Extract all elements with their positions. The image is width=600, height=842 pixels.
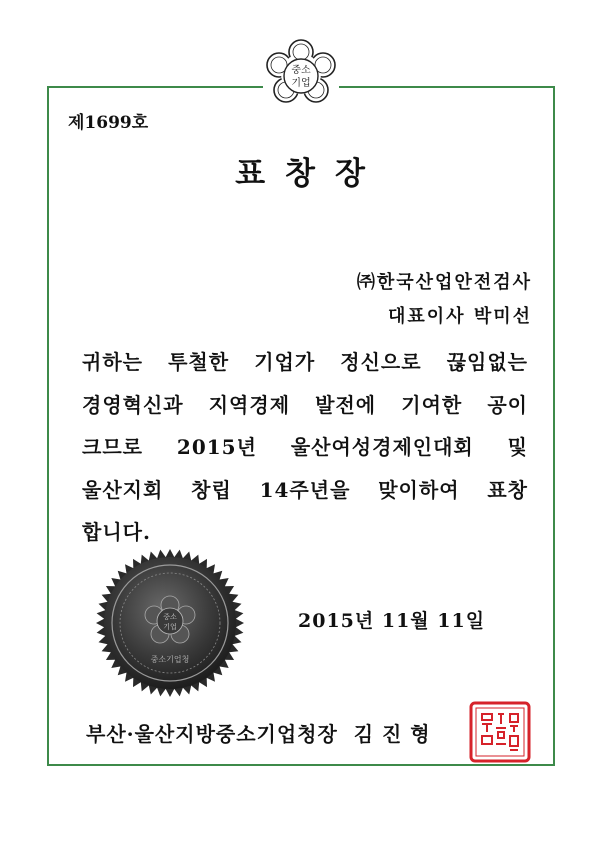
emblem-text-top: 중소 xyxy=(291,65,311,76)
agency-emblem-icon xyxy=(263,38,339,114)
citation-line: 울산지회 창립 14주년을 맞이하여 표창 xyxy=(82,477,528,502)
certificate-number: 제1699호 xyxy=(68,113,149,133)
citation-body xyxy=(82,341,528,554)
certificate-title: 표창장 xyxy=(235,156,385,192)
issuer-name: 부산·울산지방중소기업청장 김 진 형 xyxy=(86,722,431,746)
seal-text-top: 중소 xyxy=(163,613,177,621)
seal-text-bottom: 기업 xyxy=(163,623,177,631)
citation-line: 크므로 2015년 울산여성경제인대회 및 xyxy=(82,435,528,459)
recipient-person: 대표이사 박미선 xyxy=(388,306,532,327)
citation-line: 귀하는 투철한 기업가 정신으로 끊임없는 xyxy=(82,350,528,374)
emblem-text-bottom: 기업 xyxy=(291,78,311,89)
citation-line: 경영혁신과 지역경제 발전에 기여한 공이 xyxy=(82,392,528,417)
citation-line: 합니다. xyxy=(82,520,151,544)
seal-caption: 중소기업청 xyxy=(150,655,190,664)
recipient-company: ㈜한국산업안전검사 xyxy=(356,272,532,293)
embossed-seal-icon xyxy=(95,548,245,698)
issue-date: 2015년 11월 11일 xyxy=(298,610,486,632)
official-stamp-icon xyxy=(468,700,532,764)
